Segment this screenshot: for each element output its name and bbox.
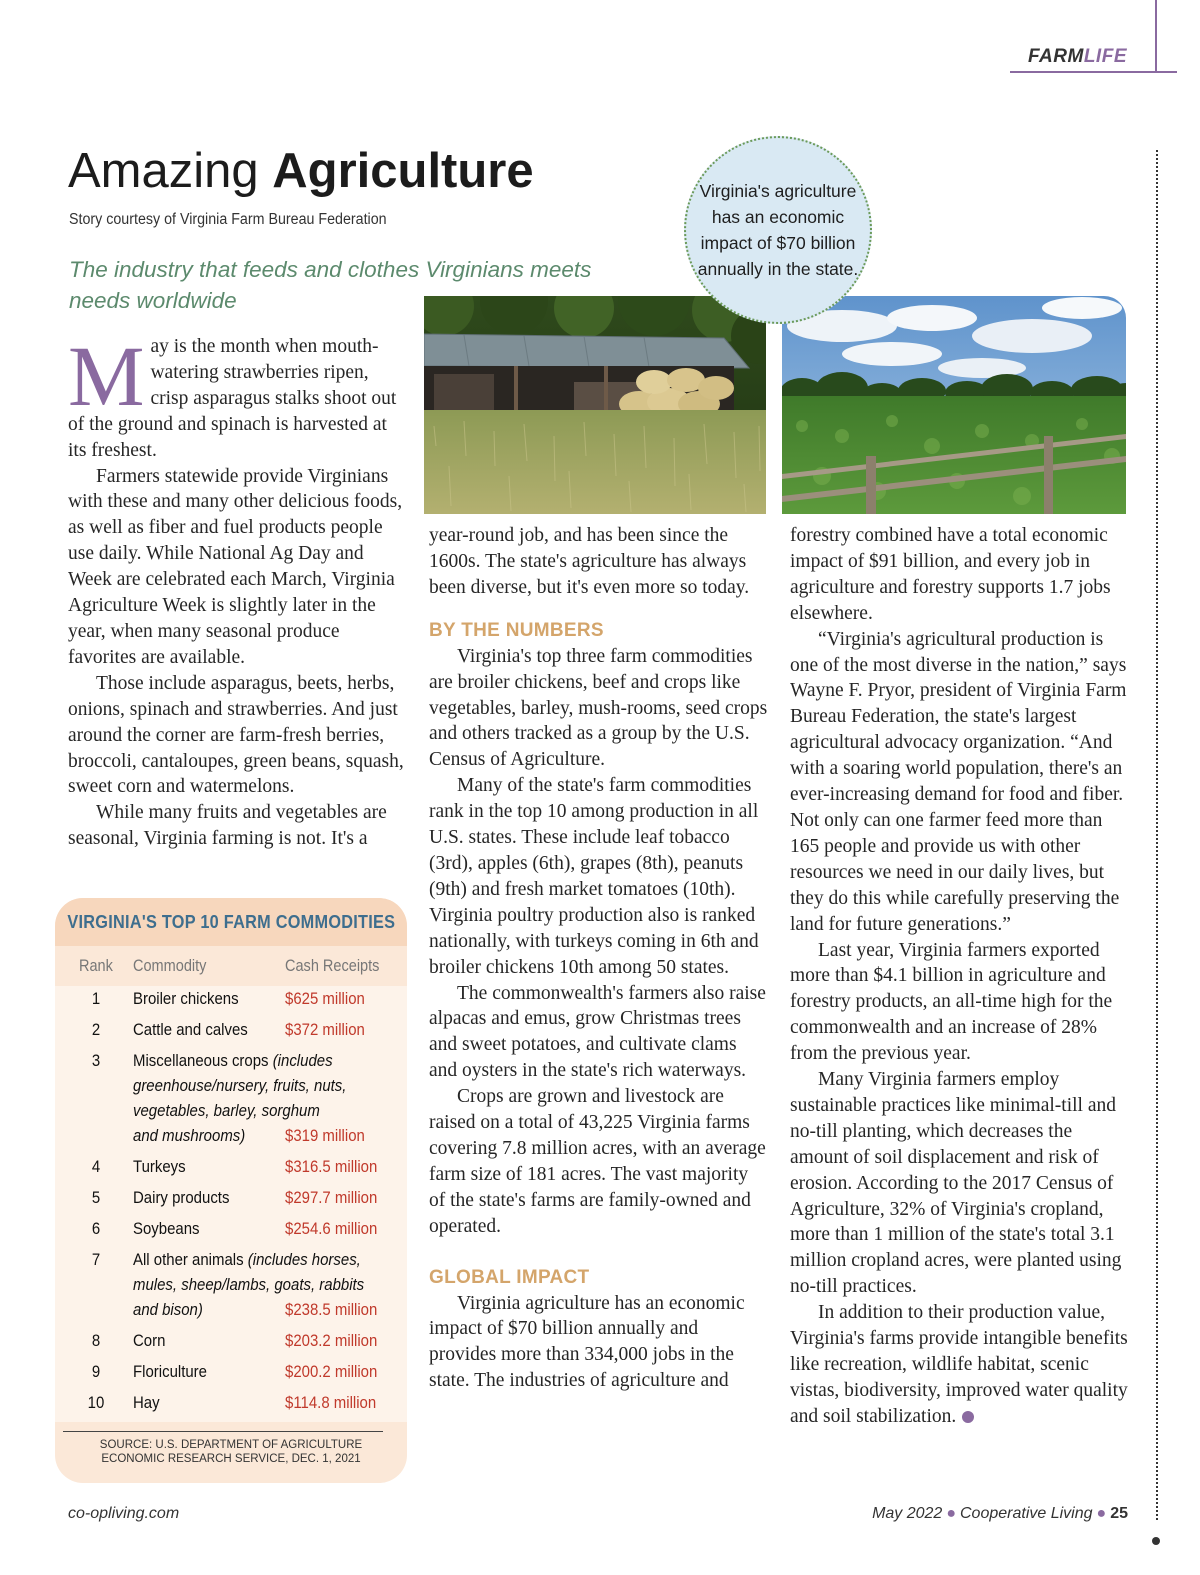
barn-hay-wheat-field-photo — [424, 296, 766, 514]
article-column-2 — [429, 523, 769, 1394]
callout-text: Virginia's agriculture has an economic impact of $70 billion annually in the state. — [697, 181, 859, 279]
article-paragraph: Many of the state's farm commodities rank in the top 10 among production in all U.S. states. These include leaf tobacco (3rd), apples (6th), grapes (8th), peanuts (9th) and fresh market tomatoes (10th). Virginia poultry production also is ranked nationally, with turkeys coming in 6th and broiler chickens 10th among 50 states. — [429, 775, 759, 978]
article-paragraph: “Virginia's agricultural production is one of the most diverse in the nation,” says Wayne F. Pryor, president of Virginia Farm Bureau Federation, the state's largest agricultural advocacy organization. “And with a soaring world population, there's an ever-increasing demand for food and fiber. Not only can one farmer feed more than 165 people and provide us with other resources we need in our daily lives, but they do this while carefully preserving the land for future generations.” — [790, 628, 1127, 935]
section-heading: BY THE NUMBERS — [429, 619, 604, 641]
table-source-note: SOURCE: U.S. DEPARTMENT OF AGRICULTURE ECONOMIC RESEARCH SERVICE, DEC. 1, 2021 — [99, 1439, 363, 1465]
article-paragraph: May is the month when mouth-watering strawberries ripen, crisp asparagus stalks shoot out of the ground and spinach is harvested at its freshest. — [68, 328, 397, 461]
table-title-bar — [55, 898, 407, 946]
soybean-field-fence-photo — [782, 296, 1126, 514]
section-tag: FARMLIFE — [1028, 46, 1127, 67]
article-paragraph: forestry combined have a total economic impact of $91 billion, and every job in agriculture and forestry supports 1.7 jobs elsewhere. — [790, 525, 1111, 624]
footer-folio: May 2022 ● Cooperative Living ● 25 — [872, 1505, 1128, 1522]
article-paragraph: Farmers statewide provide Virginians with these and many other delicious foods, as well as fiber and fuel products people use daily. While National Ag Day and Week are celebrated each March, Virginia Agriculture Week is slightly later in the year, when many seasonal produce favorites are available. — [68, 465, 403, 668]
article-paragraph: In addition to their production value, Virginia's farms provide intangible benefits like recreation, wildlife habitat, scenic vistas, biodiversity, improved water quality and soil stabilization. — [790, 1302, 1128, 1427]
article-title: Amazing Agriculture — [68, 144, 534, 198]
article-paragraph: Crops are grown and livestock are raised on a total of 43,225 Virginia farms covering 7.8 million acres, with an average farm size of 181 acres. The vast majority of the state's farms are family-owned and operated. — [429, 1086, 766, 1237]
article-column-3 — [790, 523, 1130, 1430]
table-title: VIRGINIA'S TOP 10 FARM COMMODITIES — [67, 911, 395, 932]
article-paragraph: Virginia's top three farm commodities are broiler chickens, beef and crops like vegetables, barley, mush-rooms, seed crops and others tracked as a group by the U.S. Census of Agriculture. — [429, 645, 768, 771]
article-paragraph: year-round job, and has been since the 1600s. The state's agriculture has always been diverse, but it's even more so today. — [429, 525, 750, 598]
page-number: 25 — [1110, 1505, 1128, 1522]
dotted-margin-rule — [1156, 150, 1158, 1520]
commodities-table — [55, 898, 407, 1483]
article-paragraph: Those include asparagus, beets, herbs, onions, spinach and strawberries. And just around the corner are farm-fresh berries, broccoli, cantaloupes, green beans, squash, sweet corn and watermelons. — [68, 672, 404, 798]
article-byline: Story courtesy of Virginia Farm Bureau Federation — [69, 211, 387, 228]
footer-website: co-opliving.com — [68, 1505, 180, 1522]
article-paragraph: Last year, Virginia farmers exported more than $4.1 billion in agriculture and forestry products, an all-time high for the commonwealth and an increase of 28% from the previous year. — [790, 939, 1113, 1065]
drop-cap: M — [68, 328, 145, 424]
table-header-rank: Rank — [79, 957, 113, 975]
table-body: 1 Broiler chickens $625 million 2 Cattle and calves $372 million 3 Miscellaneous crops (includes greenhouse/nursery, fruits, nuts, vegetables, barley, sorghum and mushrooms) $319 million 4 Turkeys $316.5 million 5 Dairy products $297.7 million 6 Soybeans $254.6 million 7 All other animals (includes horses, mules, sheep/lambs, goats, rabbits and bison) $238.5 million 8 Corn $203.2 million 9 Floriculture $200.2 million 10 Hay $114.8 million — [55, 986, 407, 1422]
margin-bullet — [1152, 1537, 1160, 1545]
table-source-divider — [63, 1431, 383, 1432]
article-paragraph: The commonwealth's farmers also raise alpacas and emus, grow Christmas trees and sweet potatoes, and cultivate clams and oysters in the state's rich waterways. — [429, 982, 766, 1082]
table-header-row — [55, 946, 407, 986]
article-paragraph: Virginia agriculture has an economic impact of $70 billion annually and provides more than 334,000 jobs in the state. The industries of agriculture and — [429, 1292, 745, 1392]
article-deck: The industry that feeds and clothes Virginians meets needs worldwide — [69, 257, 592, 313]
article-paragraph: Many Virginia farmers employ sustainable practices like minimal-till and no-till planting, which decreases the amount of soil displacement and risk of erosion. According to the 2017 Census of Agriculture, 32% of Virginia's cropland, more than 1 million of the state's total 3.1 million cropland acres, were planted using no-till practices. — [790, 1069, 1122, 1298]
article-paragraph: While many fruits and vegetables are seasonal, Virginia farming is not. It's a — [68, 802, 387, 850]
section-heading: GLOBAL IMPACT — [429, 1266, 590, 1288]
pull-quote-callout — [684, 136, 872, 324]
article-column-1 — [68, 328, 408, 852]
corner-rule-horizontal — [1010, 71, 1177, 73]
end-of-story-mark — [962, 1411, 974, 1423]
table-header-commodity: Commodity — [133, 957, 207, 975]
corner-rule-vertical — [1155, 0, 1157, 73]
table-header-receipts: Cash Receipts — [285, 957, 380, 975]
